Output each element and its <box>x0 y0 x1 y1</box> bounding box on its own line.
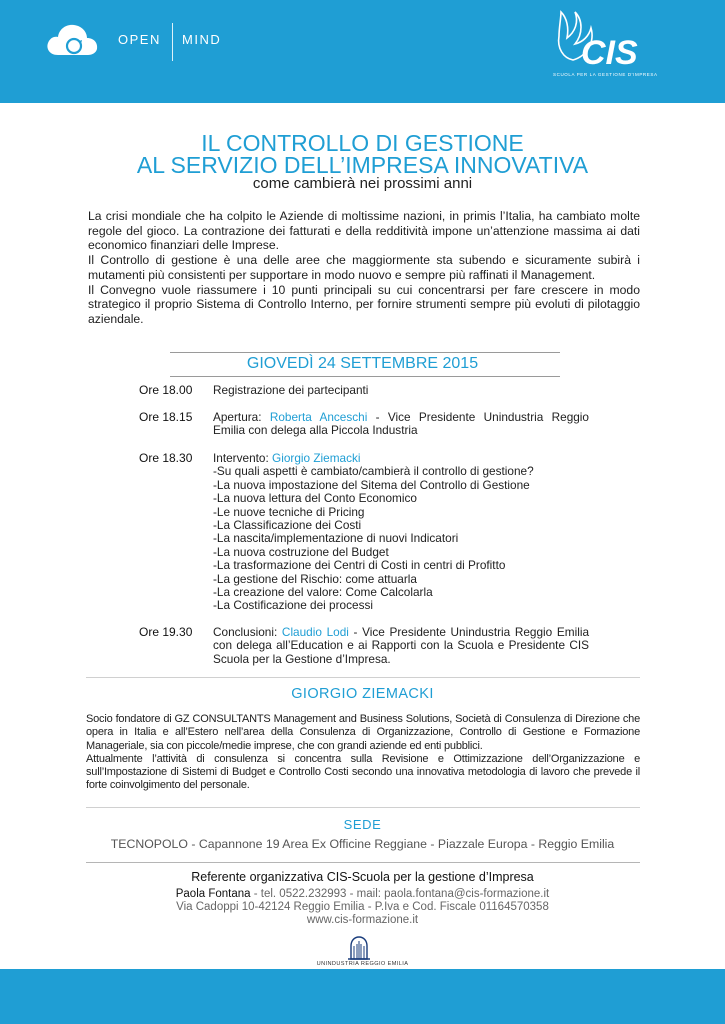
speaker-role: - Vice Presidente Unindustria Reggio Emilia con delega alla Piccola Industria <box>213 410 589 438</box>
program-role: Intervento: <box>213 451 273 465</box>
program-time: Ore 18.30 <box>139 451 193 465</box>
sede-title: SEDE <box>343 817 382 832</box>
program-description <box>213 626 589 666</box>
topic-item: -La nascita/implementazione di nuovi Indicatori <box>213 531 459 546</box>
program-description <box>213 411 589 438</box>
cis-logo <box>553 8 663 78</box>
bio-title: GIORGIO ZIEMACKI <box>291 686 434 702</box>
brand-divider <box>172 23 173 61</box>
bio-paragraph: Socio fondatore di GZ CONSULTANTS Management and Business Solutions, Società di Consulenza di Direzione che opera in Italia e all’Estero nell’area della Consulenza di Organizzazione, Controllo di Gestione e Formazione Manageriale, sia con piccole/medie imprese, che con grandi aziende ed enti pubblici. <box>86 713 640 752</box>
referente-phone-mail: - tel. 0522.232993 - mail: paola.fontana@cis-formazione.it <box>250 888 550 900</box>
referente-contacts <box>0 888 725 901</box>
title-line-2: AL SERVIZIO DELL’IMPRESA INNOVATIVA <box>136 152 589 178</box>
topic-item: -Le nuove tecniche di Pricing <box>213 504 365 519</box>
sede-divider <box>86 807 640 808</box>
topic-item: -La Classificazione dei Costi <box>213 518 362 533</box>
program-time: Ore 18.15 <box>139 410 193 424</box>
cis-logo-text: CIS <box>581 34 638 72</box>
date-rule-bottom <box>170 376 560 377</box>
intro-paragraph: La crisi mondiale che ha colpito le Aziende di moltissime nazioni, in primis l’Italia, ha cambiato molte regole del gioco. La contrazione dei fatturati e della redditività impone un’attenzione massima ai dati economico finanziari delle Imprese. <box>88 209 640 253</box>
program-role: Apertura: <box>213 410 270 424</box>
brand-open-label: OPEN <box>118 32 161 47</box>
referente-address: Via Cadoppi 10-42124 Reggio Emilia - P.Iva e Cod. Fiscale 01164570358 <box>176 901 549 913</box>
bio-paragraph: Attualmente l’attività di consulenza si concentra sulla Revisione e Ottimizzazione dell’Organizzazione e sull’Impostazione di Sistemi di Budget e Controllo Costi secondo una innovativa metodologia di lavoro che prevede il forte coinvolgimento del personale. <box>86 752 640 792</box>
sede-address: TECNOPOLO - Capannone 19 Area Ex Officine Reggiane - Piazzale Europa - Reggio Emilia <box>110 837 615 851</box>
program-time: Ore 18.00 <box>139 383 193 397</box>
program-time: Ore 19.30 <box>139 625 193 639</box>
bio-text <box>86 713 640 793</box>
program-description: Registrazione dei partecipanti <box>213 383 369 397</box>
topic-item: -La nuova costruzione del Budget <box>213 544 389 559</box>
program-role: Conclusioni: <box>213 625 282 639</box>
topic-item: -La creazione del valore: Come Calcolarla <box>213 585 433 600</box>
speaker-name: Roberta Anceschi <box>269 410 368 424</box>
topic-item: -La Costificazione dei processi <box>213 598 373 613</box>
intro-text <box>88 209 640 327</box>
unindustria-label: UNINDUSTRIA REGGIO EMILIA <box>316 961 409 967</box>
footer-bar <box>0 969 725 1024</box>
sede-rule <box>86 862 640 863</box>
program-description <box>213 452 589 613</box>
referente-title: Referente organizzativa CIS-Scuola per la gestione d’Impresa <box>191 870 534 884</box>
referente-name: Paola Fontana <box>175 888 251 900</box>
cloud-sync-icon <box>44 19 100 59</box>
topic-item: -Su quali aspetti è cambiato/cambierà il controllo di gestione? <box>213 464 534 479</box>
event-date: GIOVEDÌ 24 SETTEMBRE 2015 <box>246 355 479 372</box>
speaker-role: - Vice Presidente Unindustria Reggio Emilia con delega all’Education e ai Rapporti con la Scuola e Presidente CIS Scuola per la Gestione d’Impresa. <box>213 625 590 666</box>
subtitle: come cambierà nei prossimi anni <box>252 175 473 192</box>
header-bar <box>0 0 725 103</box>
unindustria-logo <box>344 935 374 961</box>
title-line-1: IL CONTROLLO DI GESTIONE <box>201 130 524 156</box>
speaker-name: Giorgio Ziemacki <box>272 451 361 465</box>
topic-item: -La nuova impostazione del Sitema del Controllo di Gestione <box>213 477 530 492</box>
intro-paragraph: Il Controllo di gestione è una delle aree che maggiormente sta subendo e sicuramente subirà i mutamenti più consistenti per supportare in modo nuovo e sempre più raffinati il Management. <box>88 253 640 282</box>
bio-divider <box>86 677 640 678</box>
cis-logo-tagline: SCUOLA PER LA GESTIONE D'IMPRESA <box>553 72 658 77</box>
topic-item: -La trasformazione dei Centri di Costi in centri di Profitto <box>213 558 506 573</box>
topic-item: -La gestione del Rischio: come attuarla <box>213 571 417 586</box>
referente-website: www.cis-formazione.it <box>306 914 419 926</box>
speaker-name: Claudio Lodi <box>281 625 349 639</box>
intro-paragraph: Il Convegno vuole riassumere i 10 punti principali su cui concentrarsi per fare crescere in modo strategico il proprio Sistema di Controllo Interno, per fornire strumenti sempre più evoluti di pilotaggio aziendale. <box>88 282 640 326</box>
brand-mind-label: MIND <box>182 32 222 47</box>
topic-item: -La nuova lettura del Conto Economico <box>213 491 417 506</box>
date-rule-top <box>170 352 560 353</box>
